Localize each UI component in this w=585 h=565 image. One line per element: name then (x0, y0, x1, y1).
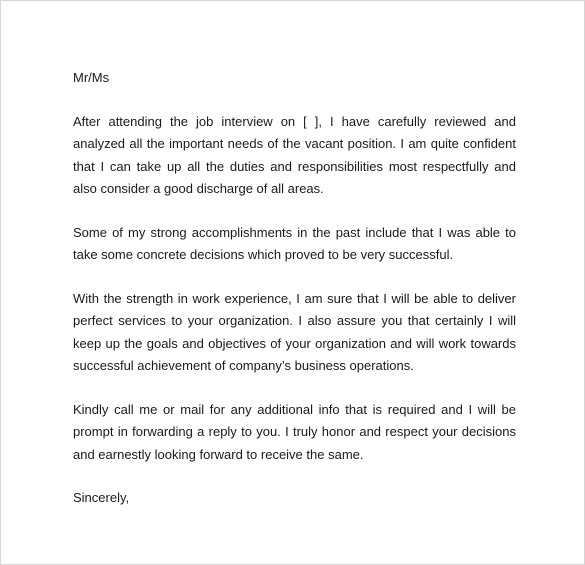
letter-body (73, 67, 516, 510)
paragraph-interview-review: After attending the job interview on [ ], I have carefully reviewed and analyzed all the important needs of the vacant position. I am quite confident that I can take up all the duties and responsibilities most respectfully and also consider a good discharge of all areas. (73, 113, 516, 196)
paragraph-accomplishments: Some of my strong accomplishments in the past include that I was able to take some concrete decisions which proved to be very successful. (73, 224, 516, 262)
salutation: Mr/Ms (73, 70, 110, 85)
closing: Sincerely, (73, 490, 130, 505)
paragraph-contact-request: Kindly call me or mail for any additional info that is required and I will be prompt in forwarding a reply to you. I truly honor and respect your decisions and earnestly looking forward to receive the same. (73, 401, 516, 462)
paragraph-work-experience: With the strength in work experience, I am sure that I will be able to deliver perfect services to your organization. I also assure you that certainly I will keep up the goals and objectives of your organization and will work towards successful achievement of company’s business operations. (73, 290, 516, 373)
